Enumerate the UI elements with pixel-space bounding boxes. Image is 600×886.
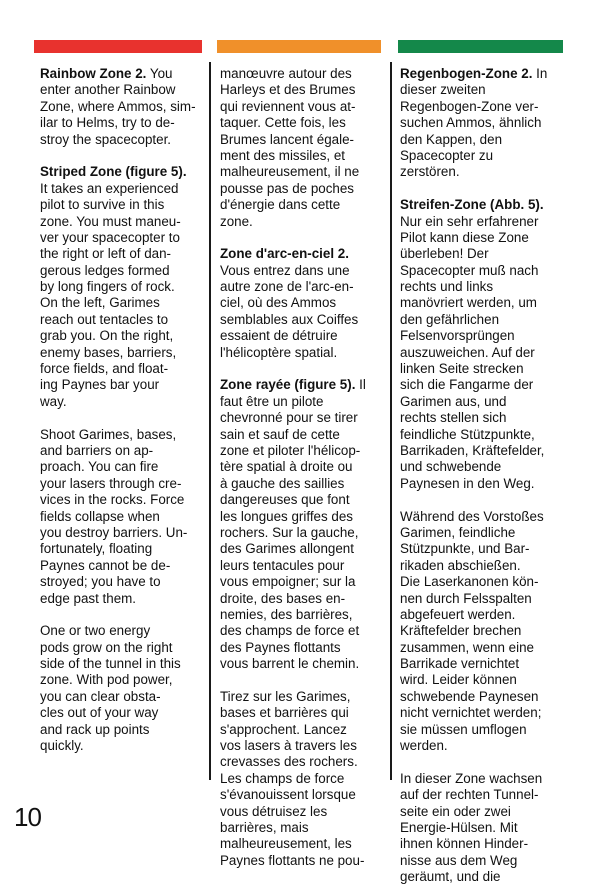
text-line: rochers. Sur la gauche, xyxy=(220,524,359,540)
text-line: vous barrent le chemin. xyxy=(220,656,360,672)
paragraph xyxy=(220,246,384,361)
text-line: zone. With pod power, xyxy=(40,672,173,688)
text-line: geräumt, und die xyxy=(400,869,501,885)
text-line: sich die Fangarme der xyxy=(400,377,534,393)
text-line: Paynesen in den Weg. xyxy=(400,475,535,491)
text-line: rechts und links xyxy=(400,279,494,295)
text-line: vous empoigner; sur la xyxy=(220,574,356,590)
paragraph xyxy=(220,377,384,672)
text-line: nisse aus dem Weg xyxy=(400,852,518,868)
text-line: proach. You can fire xyxy=(40,459,159,475)
text-line: grab you. On the right, xyxy=(40,328,174,344)
text-line: and rack up points xyxy=(40,721,150,737)
text-line: manœuvre autour des xyxy=(220,66,352,81)
text-line: ciel, où des Ammos xyxy=(220,295,337,311)
text-line: side of the tunnel in this xyxy=(40,656,181,672)
paragraph xyxy=(40,427,204,607)
text-line: sain et sauf de cette xyxy=(220,426,340,442)
text-line: enemy bases, barriers, xyxy=(40,344,177,360)
text-line: werden. xyxy=(400,738,448,754)
text-line: leurs tentacules pour xyxy=(220,557,345,573)
text-line: Barrikaden, Kräftefelder, xyxy=(400,442,545,458)
text-line: sie müssen umflogen xyxy=(400,721,527,737)
german-color-bar xyxy=(398,40,563,53)
paragraph-heading: Striped Zone (figure 5). xyxy=(40,164,187,180)
text-line: chevronné pour se tirer xyxy=(220,410,358,426)
text-line xyxy=(40,164,204,180)
text-line: In dieser Zone wachsen xyxy=(400,770,543,786)
text-line: edge past them. xyxy=(40,590,137,606)
text-line: Die Laserkanonen kön- xyxy=(400,574,539,590)
text-line: Pilot kann diese Zone xyxy=(400,229,529,245)
text-line: Zone rayée (figure 5). Il xyxy=(220,377,366,393)
text-line: you can clear obsta- xyxy=(40,688,161,704)
text-line: stroy the spacecopter. xyxy=(40,131,172,147)
text-line: zusammen, wenn eine xyxy=(400,639,534,655)
text-line: Les champs de force xyxy=(220,770,345,786)
text-line: bases et barrières qui xyxy=(220,705,349,721)
paragraph-gap xyxy=(220,672,384,688)
text-line: Garimen aus, und xyxy=(400,393,507,409)
text-line: quickly. xyxy=(40,738,84,754)
text-line: seite ein oder zwei xyxy=(400,803,511,819)
text-line: zerstören. xyxy=(400,164,460,180)
text-line: by long fingers of rock. xyxy=(40,279,175,295)
text-line: pilot to survive in this xyxy=(40,197,165,213)
text-line: und schwebende xyxy=(400,459,502,475)
text-line: faut être un pilote xyxy=(220,393,324,409)
paragraph-gap xyxy=(40,148,204,164)
french-color-bar xyxy=(217,40,381,53)
text-line: crevasses des rochers. xyxy=(220,754,358,770)
text-line: des Paynes flottants xyxy=(220,639,341,655)
text-line: Tirez sur les Garimes, xyxy=(220,688,351,704)
text-line: Shoot Garimes, bases, xyxy=(40,426,177,442)
text-line: auszuweichen. Auf der xyxy=(400,344,535,360)
text-line: fortunately, floating xyxy=(40,541,153,557)
text-line: zone et piloter l'hélicop- xyxy=(220,442,361,458)
text-line: vices in the rocks. Force xyxy=(40,492,185,508)
text-line: d'énergie dans cette xyxy=(220,197,341,213)
column-divider xyxy=(209,62,211,780)
text-line: Felsenvorsprüngen xyxy=(400,328,515,344)
english-color-bar xyxy=(34,40,202,53)
text-line: dangereuses que font xyxy=(220,492,350,508)
text-line: tère spatial à droite ou xyxy=(220,459,353,475)
text-line: rechts stellen sich xyxy=(400,410,507,426)
text-line: Brumes lancent égale- xyxy=(220,131,354,147)
text-line: your lasers through cre- xyxy=(40,475,182,491)
text-line xyxy=(400,197,566,213)
text-line xyxy=(220,246,384,262)
text-line: zone. You must maneu- xyxy=(40,213,181,229)
text-line: semblables aux Coiffes xyxy=(220,311,359,327)
text-line: stroyed; you have to xyxy=(40,574,161,590)
text-line: qui reviennent vous at- xyxy=(220,98,356,114)
english-column xyxy=(40,66,204,754)
paragraph-gap xyxy=(400,492,566,508)
text-line: Paynes flottants ne pou- xyxy=(220,852,365,868)
paragraph-gap xyxy=(220,230,384,246)
text-line: nen durch Felsspalten xyxy=(400,590,532,606)
text-line: Energie-Hülsen. Mit xyxy=(400,819,518,835)
paragraph xyxy=(400,197,566,492)
text-line: ing Paynes bar your xyxy=(40,377,160,393)
text-line: ilar to Helms, try to de- xyxy=(40,115,175,131)
text-line: One or two energy xyxy=(40,623,151,639)
text-line: des Garimes allongent xyxy=(220,541,354,557)
text-line: gerous ledges formed xyxy=(40,262,170,278)
text-line: Spacecopter muß nach xyxy=(400,262,539,278)
paragraph-gap xyxy=(40,410,204,426)
text-line: Zone, where Ammos, sim- xyxy=(40,98,196,114)
text-line: reach out tentacles to xyxy=(40,311,169,327)
column-divider xyxy=(390,62,392,780)
text-line: Garimen, feindliche xyxy=(400,524,516,540)
text-line: vous détruisez les xyxy=(220,803,328,819)
paragraph-heading: Zone rayée (figure 5). xyxy=(220,377,356,393)
text-line: auf der rechten Tunnel- xyxy=(400,787,539,803)
text-line: dieser zweiten xyxy=(400,82,486,98)
text-line: s'évanouissent lorsque xyxy=(220,787,356,803)
text-line: feindliche Stützpunkte, xyxy=(400,426,535,442)
text-line: barrières, mais xyxy=(220,819,309,835)
text-line: Regenbogen-Zone ver- xyxy=(400,98,539,114)
text-line: and barriers on ap- xyxy=(40,442,154,458)
text-line: den Kappen, den xyxy=(400,131,503,147)
text-line: manövriert werden, um xyxy=(400,295,537,311)
text-line: nicht vernichtet werden; xyxy=(400,705,542,721)
text-line: It takes an experienced xyxy=(40,180,179,196)
paragraph xyxy=(220,66,384,230)
text-line: schwebende Paynesen xyxy=(400,688,539,704)
paragraph-gap xyxy=(400,181,566,197)
text-line: On the left, Garimes xyxy=(40,295,160,311)
text-line: nemies, des barrières, xyxy=(220,606,353,622)
text-line: the right or left of dan- xyxy=(40,246,172,262)
text-line: droite, des bases en- xyxy=(220,590,346,606)
text-line: den gefährlichen xyxy=(400,311,500,327)
text-line: ment des missiles, et xyxy=(220,147,346,163)
text-line: ver your spacecopter to xyxy=(40,229,180,245)
paragraph-gap xyxy=(400,754,566,770)
text-line: malheureusement, les xyxy=(220,836,352,852)
text-line: enter another Rainbow xyxy=(40,82,176,98)
paragraph-heading: Zone d'arc-en-ciel 2. xyxy=(220,246,349,262)
text-line: Stützpunkte, und Bar- xyxy=(400,541,530,557)
paragraph xyxy=(400,509,566,755)
text-line: s'approchent. Lancez xyxy=(220,721,347,737)
paragraph xyxy=(400,66,566,181)
text-line: suchen Ammos, ähnlich xyxy=(400,115,542,131)
text-line: Nur ein sehr erfahrener xyxy=(400,213,539,229)
text-line: Barrikade vernichtet xyxy=(400,656,520,672)
text-line: linken Seite strecken xyxy=(400,361,524,377)
text-line: Rainbow Zone 2. You xyxy=(40,66,173,81)
text-line: Paynes cannot be de- xyxy=(40,557,171,573)
text-line: ihnen können Hinder- xyxy=(400,836,529,852)
text-line: fields collapse when xyxy=(40,508,160,524)
paragraph-heading: Regenbogen-Zone 2. xyxy=(400,66,533,81)
paragraph xyxy=(220,689,384,869)
paragraph xyxy=(400,771,566,886)
paragraph xyxy=(40,66,204,148)
paragraph xyxy=(40,164,204,410)
text-line: autre zone de l'arc-en- xyxy=(220,279,354,295)
page-number: 10 xyxy=(14,802,41,832)
german-column xyxy=(400,66,566,886)
paragraph-heading: Streifen-Zone (Abb. 5). xyxy=(400,197,544,213)
paragraph-gap xyxy=(40,607,204,623)
text-line: malheureusement, il ne xyxy=(220,164,360,180)
text-line: way. xyxy=(40,393,67,409)
text-line: pousse pas de poches xyxy=(220,180,355,196)
text-line: Regenbogen-Zone 2. In xyxy=(400,66,548,81)
text-line: Harleys et des Brumes xyxy=(220,82,356,98)
text-line: essaient de détruire xyxy=(220,328,338,344)
text-line: les longues griffes des xyxy=(220,508,353,524)
text-line: force fields, and float- xyxy=(40,361,169,377)
text-line: cles out of your way xyxy=(40,705,159,721)
text-line: wird. Leider können xyxy=(400,672,517,688)
text-line: taquer. Cette fois, les xyxy=(220,115,346,131)
paragraph xyxy=(40,623,204,754)
paragraph-gap xyxy=(220,361,384,377)
text-line: à gauche des saillies xyxy=(220,475,345,491)
text-line: pods grow on the right xyxy=(40,639,173,655)
text-line: des champs de force et xyxy=(220,623,360,639)
text-line: Vous entrez dans une xyxy=(220,262,350,278)
text-line: rikaden abschießen. xyxy=(400,557,521,573)
text-line: you destroy barriers. Un- xyxy=(40,524,188,540)
text-line: überleben! Der xyxy=(400,246,489,262)
text-line: zone. xyxy=(220,213,253,229)
text-line: l'hélicoptère spatial. xyxy=(220,344,338,360)
text-line: Spacecopter zu xyxy=(400,147,494,163)
text-line: Während des Vorstoßes xyxy=(400,508,544,524)
french-column xyxy=(220,66,384,869)
text-line: vos lasers à travers les xyxy=(220,738,357,754)
paragraph-heading: Rainbow Zone 2. xyxy=(40,66,147,81)
text-line: abgefeuert werden. xyxy=(400,606,516,622)
text-line: Kräftefelder brechen xyxy=(400,623,522,639)
